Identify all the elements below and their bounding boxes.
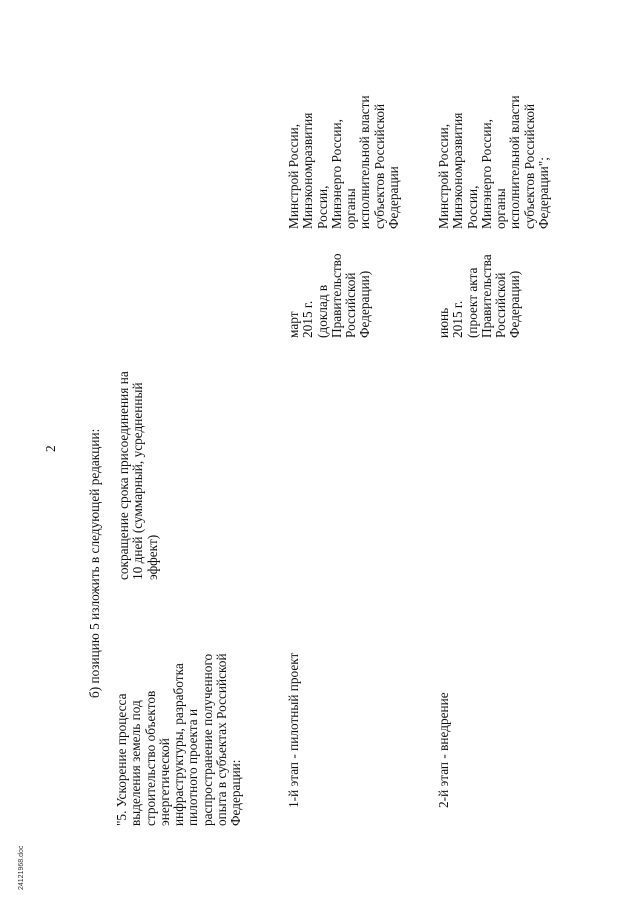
- effect-cell: [117, 371, 160, 580]
- stage-2-responsible-line: органы: [493, 188, 509, 229]
- stage-2-name-cell: [437, 692, 451, 808]
- stage-1-name: 1-й этап - пилотный проект: [286, 652, 301, 808]
- position-name-line: энергетической: [156, 738, 172, 826]
- position-name-line: пилотного проекта и: [185, 708, 201, 826]
- stage-2-responsible-cell: [437, 95, 551, 229]
- page-number-text: 2: [43, 445, 58, 452]
- stage-1-responsible-line: России,: [314, 185, 330, 229]
- stage-2-term-line: Правительства: [478, 254, 494, 338]
- stage-2-responsible-line: России,: [464, 185, 480, 229]
- page-number: [44, 445, 58, 452]
- stage-2-responsible-line: исполнительной власти: [507, 95, 523, 229]
- position-name-line: опыта в субъектах Российской: [214, 653, 230, 826]
- stage-1-responsible-cell: [287, 95, 401, 229]
- stage-2-name: 2-й этап - внедрение: [436, 692, 451, 808]
- position-name-line: Федерации:: [228, 759, 244, 826]
- stage-1-term-line: март: [286, 311, 301, 338]
- stage-2-responsible-line: субъектов Российской: [521, 103, 537, 229]
- stage-1-responsible-line: исполнительной власти: [357, 95, 373, 229]
- stage-1-responsible-line: Минэнерго России,: [328, 119, 344, 229]
- stage-1-responsible-line: органы: [343, 188, 359, 229]
- document-code: 24121968.doc: [18, 845, 25, 890]
- stage-2-responsible-line: Минэкономразвития: [450, 112, 466, 229]
- position-name-cell: [115, 653, 244, 826]
- stage-1-term-cell: [287, 253, 373, 338]
- stage-1-term-line: Федерации): [357, 270, 373, 338]
- intro-text: б) позицию 5 изложить в следующей редакции:: [87, 428, 102, 698]
- document-code-footer: [18, 846, 26, 890]
- position-name-line: выделения земель под: [128, 700, 144, 826]
- position-name-line: распространение полученного: [199, 653, 215, 826]
- stage-1-term-line: Правительство: [328, 253, 344, 338]
- stage-2-responsible-line: Минэнерго России,: [478, 119, 494, 229]
- stage-1-responsible-line: Минстрой России,: [286, 123, 301, 229]
- stage-2-term-line: Федерации): [507, 270, 523, 338]
- position-name-line: инфраструктуры, разработка: [171, 663, 187, 826]
- stage-1-term-line: (доклад в: [314, 284, 330, 338]
- stage-1-responsible-line: Минэкономразвития: [300, 112, 316, 229]
- stage-1-responsible-line: Федерации: [386, 166, 402, 229]
- stage-2-responsible-line: Федерации";: [536, 157, 552, 229]
- stage-2-term-line: 2015 г.: [450, 300, 466, 338]
- position-name-line: "5. Ускорение процесса: [114, 693, 129, 826]
- stage-1-responsible-line: субъектов Российской: [371, 103, 387, 229]
- effect-line: сокращение срока присоединения на: [116, 371, 131, 580]
- effect-line: 10 дней (суммарный, усредненный: [130, 382, 146, 580]
- intro-paragraph: [88, 429, 102, 698]
- stage-1-term-line: Российской: [343, 272, 359, 338]
- stage-2-term-line: (проект акта: [464, 267, 480, 338]
- stage-2-responsible-line: Минстрой России,: [436, 123, 451, 229]
- stage-2-term-line: июнь: [436, 307, 451, 338]
- effect-line: эффект): [144, 534, 160, 580]
- stage-2-term-cell: [437, 254, 523, 338]
- position-name-line: строительство объектов: [142, 690, 158, 826]
- stage-1-name-cell: [287, 653, 301, 808]
- stage-2-term-line: Российской: [493, 272, 509, 338]
- stage-1-term-line: 2015 г.: [300, 300, 316, 338]
